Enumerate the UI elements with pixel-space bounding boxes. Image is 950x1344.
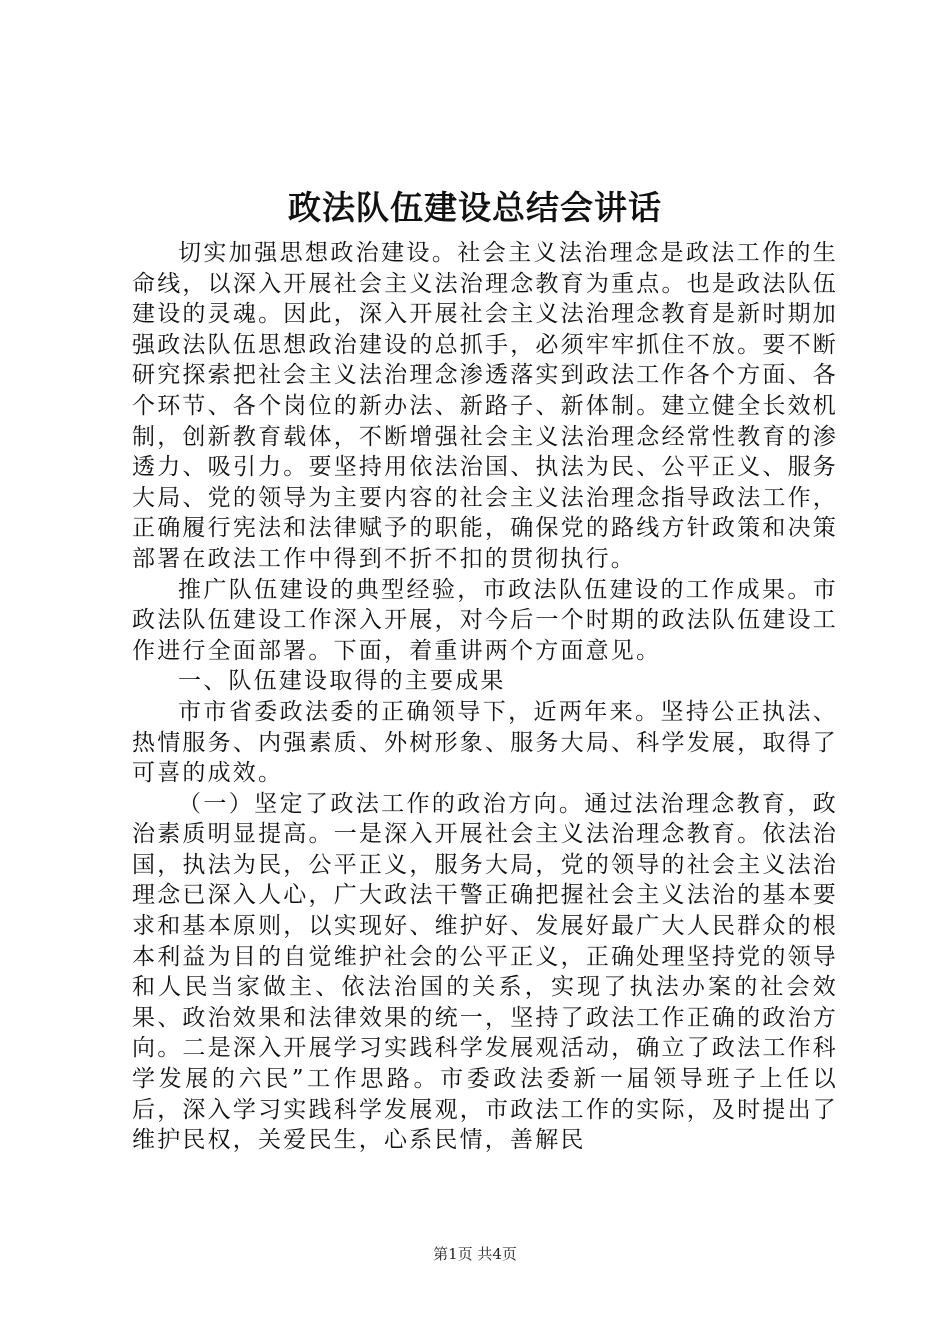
document-body	[132, 238, 838, 1156]
paragraph-leadership: 市市省委政法委的正确领导下，近两年来。坚持公正执法、热情服务、内强素质、外树形象、服务大局、科学发展，取得了可喜的成效。	[132, 698, 838, 787]
document-title: 政法队伍建设总结会讲话	[288, 188, 662, 227]
paragraph-ideology: 切实加强思想政治建设。社会主义法治理念是政法工作的生命线，以深入开展社会主义法治理念教育为重点。也是政法队伍建设的灵魂。因此，深入开展社会主义法治理念教育是新时期加强政法队伍思想政治建设的总抓手，必须牢牢抓住不放。要不断研究探索把社会主义法治理念渗透落实到政法工作各个方面、各个环节、各个岗位的新办法、新路子、新体制。建立健全长效机制，创新教育载体，不断增强社会主义法治理念经常性教育的渗透力、吸引力。要坚持用依法治国、执法为民、公平正义、服务大局、党的领导为主要内容的社会主义法治理念指导政法工作，正确履行宪法和法律赋予的职能，确保党的路线方针政策和决策部署在政法工作中得到不折不扣的贯彻执行。	[132, 240, 838, 572]
page-number-footer: 第1页 共4页	[433, 1245, 517, 1263]
paragraph-experience: 推广队伍建设的典型经验，市政法队伍建设的工作成果。市政法队伍建设工作深入开展，对今后一个时期的政法队伍建设工作进行全面部署。下面，着重讲两个方面意见。	[132, 576, 838, 664]
paragraph-political-direction: （一）坚定了政法工作的政治方向。通过法治理念教育，政治素质明显提高。一是深入开展社会主义法治理念教育。依法治国，执法为民，公平正义，服务大局，党的领导的社会主义法治理念已深入人心，广大政法干警正确把握社会主义法治的基本要求和基本原则，以实现好、维护好、发展好最广大人民群众的根本利益为目的自觉维护社会的公平正义，正确处理坚持党的领导和人民当家做主、依法治国的关系，实现了执法办案的社会效果、政治效果和法律效果的统一，坚持了政法工作正确的政治方向。二是深入开展学习实践科学发展观活动，确立了政法工作科学发展的六民”工作思路。市委政法委新一届领导班子上任以后，深入学习实践科学发展观，市政法工作的实际，及时提出了维护民权，关爱民生，心系民情，善解民	[132, 790, 838, 1154]
section-heading-achievements: 一、队伍建设取得的主要成果	[178, 668, 506, 695]
